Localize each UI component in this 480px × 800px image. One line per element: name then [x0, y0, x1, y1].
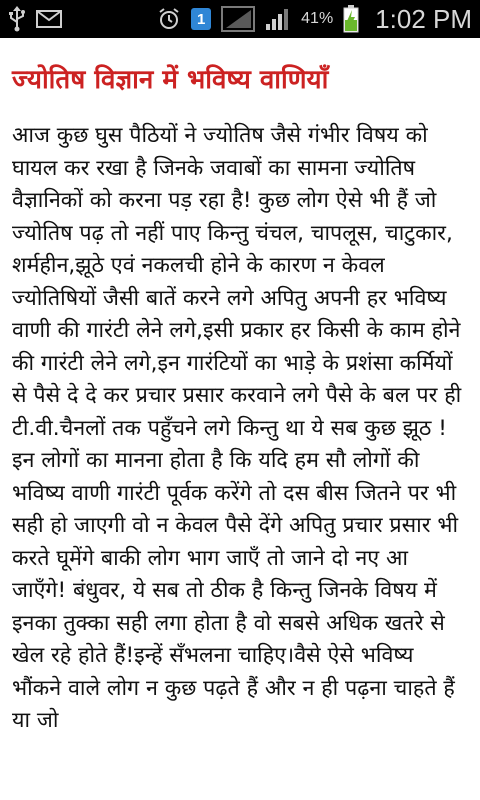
clock: 1:02 PM — [375, 3, 472, 34]
alarm-icon — [157, 7, 181, 31]
battery-percent: 41% — [301, 10, 334, 27]
article-title: ज्योतिष विज्ञान में भविष्य वाणियाँ — [12, 65, 329, 95]
signal-strength-icon — [265, 7, 291, 31]
status-right — [157, 4, 472, 35]
article-content[interactable] — [0, 38, 480, 738]
notification-badge: 1 — [191, 8, 211, 30]
signal-empty-icon — [221, 6, 255, 32]
status-bar — [0, 0, 480, 38]
battery-charging-icon — [343, 5, 359, 33]
status-left — [8, 6, 62, 32]
usb-icon — [8, 6, 26, 32]
article-body: आज कुछ घुस पैठियों ने ज्योतिष जैसे गंभीर विषय को घायल कर रखा है जिनके जवाबों का सामना ज्योतिष वैज्ञानिकों को करना पड़ रहा है! कुछ लोग ऐसे भी हैं जो ज्योतिष पढ़ तो नहीं पाए किन्तु चंचल, चापलूस, चाटुकार, शर्महीन,झूठे एवं नकलची होने के कारण न केवल ज्योतिषियों जैसी बातें करने लगे अपितु अपनी हर भविष्य वाणी की गारंटी लेने लगे,इसी प्रकार हर किसी के काम होने की गारंटी लेने लगे,इन गारंटियों का भाड़े के प्रशंसा कर्मियों से पैसे दे दे कर प्रचार प्रसार करवाने लगे पैसे के बल पर ही टी.वी.चैनलों तक पहुँचने लगे किन्तु था ये सब कुछ झूठ !इन लोगों का मानना होता है कि यदि हम सौ लोगों की भविष्य वाणी गारंटी पूर्वक करेंगे तो दस बीस जितने पर भी सही हो जाएगी वो न केवल पैसे देंगे अपितु प्रचार प्रसार भी करते घूमेंगे बाकी लोग भाग जाएँ तो जाने दो नए आ जाएँगे! बंधुवर, ये सब तो ठीक है किन्तु जिनके विषय में इनका तुक्का सही लगा होता है वो सबसे अधिक खतरे से खेल रहे होते हैं!इन्हें सँभलना चाहिए।वैसे ऐसे भविष्य भौंकने वाले लोग न कुछ पढ़ते हैं और न ही पढ़ना चाहते हैं या जो — [12, 123, 462, 733]
mail-icon — [36, 9, 62, 29]
